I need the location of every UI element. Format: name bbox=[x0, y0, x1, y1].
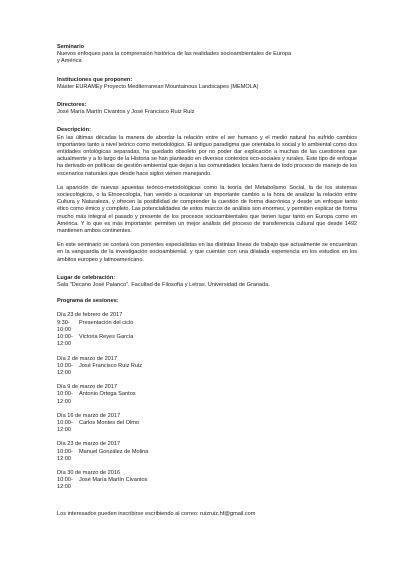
session-3 bbox=[57, 384, 357, 406]
session-5 bbox=[57, 441, 357, 463]
institutions-section bbox=[57, 77, 357, 91]
session-6 bbox=[57, 470, 357, 492]
session-time: 10:00-12:00 bbox=[57, 448, 73, 462]
directors-heading: Directores: bbox=[57, 102, 87, 109]
venue-section bbox=[57, 275, 357, 289]
directors-value: José María Martín Civantos y José Francisco Ruiz Ruiz bbox=[57, 109, 195, 116]
session-time: 10:00-12:00 bbox=[57, 419, 73, 434]
session-speaker: Presentación del ciclo bbox=[79, 319, 134, 326]
session-date: Día 2 de marzo de 2017 bbox=[57, 355, 118, 362]
session-time: 10:00-12:00 bbox=[57, 477, 73, 491]
venue-value: Sala "Decano José Palanco". Facultad de Filosofía y Letras. Universidad de Granada. bbox=[57, 282, 270, 289]
session-speaker: Antonio Ortega Santos bbox=[79, 391, 136, 398]
description-paragraph-3: En este seminario se contará con ponentes especialistas en las distintas líneas de trabajo que actualmente se encuentran en la vanguardia de la investigación socioambiental, y que cuentan con una dilatada experiencia en los estudios en los ámbitos europeo y latinoamericano. bbox=[57, 242, 357, 263]
session-date: Día 23 de febrero de 2017 bbox=[57, 312, 123, 319]
seminar-title-line2: y América bbox=[57, 58, 82, 65]
session-time: 9:30-10:00 bbox=[57, 319, 71, 333]
description-heading: Descripción: bbox=[57, 127, 91, 134]
program-section bbox=[57, 298, 357, 491]
session-date: Día 16 de marzo de 2017 bbox=[57, 412, 121, 419]
seminar-title-line1: Nuevos enfoques para la comprensión histórica de las realidades socioambientales de Europa bbox=[57, 51, 292, 58]
seminar-heading: Seminario bbox=[57, 44, 85, 50]
document-page bbox=[57, 44, 357, 518]
session-date: Día 23 de marzo de 2017 bbox=[57, 441, 121, 448]
institutions-value: Máster EURAMEy Proyecto Mediterranean Mountainous Landscapes (MEMOLA) bbox=[57, 83, 259, 90]
session-speaker: Carlos Montes del Olmo bbox=[79, 419, 139, 426]
session-speaker: José Francisco Ruiz Ruiz bbox=[79, 362, 143, 369]
seminar-section bbox=[57, 44, 357, 66]
session-item bbox=[57, 334, 357, 348]
session-item bbox=[57, 320, 357, 334]
session-speaker: José María Martín Civantos bbox=[79, 477, 148, 484]
directors-section bbox=[57, 102, 357, 116]
session-date: Día 9 de marzo de 2017 bbox=[57, 384, 118, 391]
session-2 bbox=[57, 356, 357, 378]
institutions-heading: Instituciones que proponen: bbox=[57, 76, 133, 83]
session-time: 10:00-12:00 bbox=[57, 362, 73, 376]
session-item bbox=[57, 420, 357, 434]
session-item bbox=[57, 391, 357, 405]
session-1 bbox=[57, 312, 357, 348]
session-speaker: Victoria Reyes García bbox=[79, 334, 134, 341]
description-paragraph-2: La aparición de nuevas apuestas teórico-metodológicas como la teoría del Metabolismo Social, la de los sistemas sociecológicos, o la Etnoecología, han venido a ocasionar un importante cambio a la hora de analizar la relación entre Cultura y Naturaleza, y ofrecen la posibilidad de comprender la cuestión de forma diacrónica y desde un enfoque tanto ético como émico y completo. Las potencialidades de estos marcos de análisis son enormes, y permiten explicar de forma mucho más integral el pasado y presente de los procesos socioambientales que tienen lugar tanto en Europa como en América. Y lo que es más importante: permiten un mejor análisis del proceso de transferencia cultural que desde 1492 mantienen ambos continentes. bbox=[57, 184, 357, 235]
session-item bbox=[57, 477, 357, 491]
session-date: Día 30 de marzo de 2016 bbox=[57, 469, 121, 476]
session-time: 10:00-12:00 bbox=[57, 334, 73, 348]
session-item bbox=[57, 449, 357, 463]
session-4 bbox=[57, 413, 357, 435]
description-section bbox=[57, 127, 357, 263]
session-item bbox=[57, 363, 357, 377]
venue-heading: Lugar de celebración: bbox=[57, 274, 116, 281]
program-heading: Programa de sesiones: bbox=[57, 298, 119, 305]
session-time: 10:00-12:00 bbox=[57, 391, 73, 405]
session-speaker: Manuel González de Molina bbox=[79, 448, 149, 455]
description-paragraph-1: En las últimas décadas la manera de abordar la relación entre el ser humano y el medio natural ha sufrido cambios importantes tanto a nivel teórico como metodológico. El antiguo paradigma que orientaba lo social y lo ambiental como dos entidades ontológicas separadas, ha quedado obsoleto por no poder dar explicación a muchas de las cuestiones que actualmente y a lo largo de la Historia se han planteado en diversos contextos eco-sociales y rurales. Este tipo de enfoque ha derivado en políticas de gestión ambiental que dejan a las comunidades locales fuera de todo proceso de manejo de los escenarios naturales que desde hace siglos vienen manejando. bbox=[57, 134, 357, 177]
registration-note: Los interesados pueden inscribirse escribiendo al correo: ruizruiz.hf@gmail.com bbox=[57, 510, 256, 517]
